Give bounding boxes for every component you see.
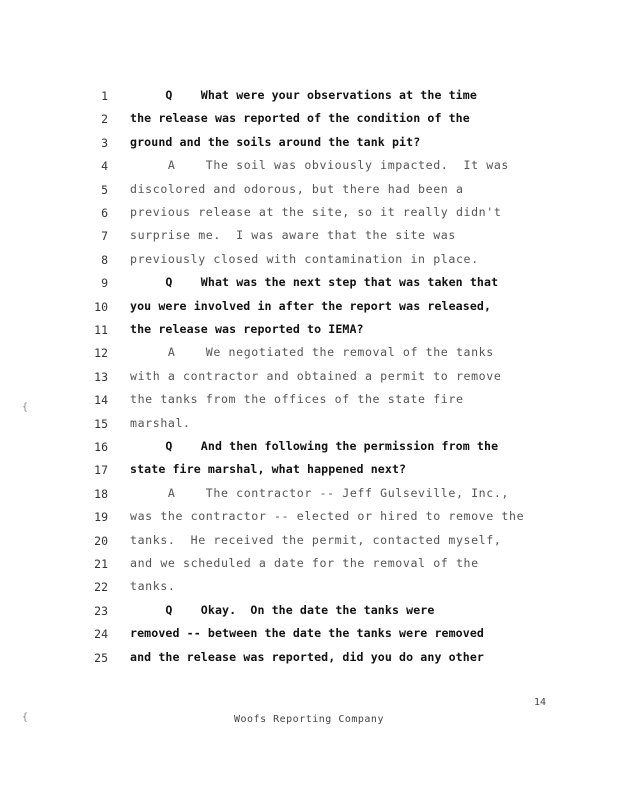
line-text: A We negotiated the removal of the tanks xyxy=(130,345,494,360)
transcript-line xyxy=(0,86,618,110)
line-number: 24 xyxy=(94,627,108,642)
transcript-line xyxy=(0,437,618,461)
line-number: 2 xyxy=(101,112,108,127)
line-number: 5 xyxy=(101,182,108,197)
transcript-line xyxy=(0,156,618,180)
line-text: surprise me. I was aware that the site was xyxy=(130,228,456,243)
line-text: and we scheduled a date for the removal of the xyxy=(130,556,479,570)
line-text: and the release was reported, did you do any other xyxy=(130,649,485,664)
line-number: 20 xyxy=(94,533,108,548)
line-number: 15 xyxy=(94,416,108,431)
transcript-line xyxy=(0,601,618,625)
line-number: 23 xyxy=(94,603,108,618)
line-text: tanks. He received the permit, contacted myself, xyxy=(130,532,502,547)
transcript-line xyxy=(0,624,618,648)
transcript-line xyxy=(0,109,618,133)
line-number: 8 xyxy=(101,252,108,267)
transcript-line xyxy=(0,343,618,367)
transcript-line xyxy=(0,203,618,227)
margin-mark-icon: { xyxy=(22,402,29,413)
line-text: marshal. xyxy=(130,415,191,430)
transcript-line xyxy=(0,273,618,297)
line-number: 12 xyxy=(94,346,108,361)
line-number: 3 xyxy=(101,135,108,150)
line-text: ground and the soils around the tank pit? xyxy=(130,134,421,149)
transcript-line xyxy=(0,133,618,157)
transcript-line xyxy=(0,320,618,344)
line-text: A The contractor -- Jeff Gulseville, Inc., xyxy=(130,485,510,500)
line-text: A The soil was obviously impacted. It was xyxy=(130,158,510,173)
line-text: removed -- between the date the tanks were removed xyxy=(130,626,485,641)
page-number: 14 xyxy=(534,697,547,708)
line-text: tanks. xyxy=(130,579,176,594)
transcript-line xyxy=(0,554,618,578)
line-text: Q What were your observations at the time xyxy=(130,88,477,102)
transcript-line xyxy=(0,250,618,274)
line-number: 10 xyxy=(94,299,108,314)
transcript-line xyxy=(0,226,618,250)
transcript-line xyxy=(0,460,618,484)
margin-mark-icon: { xyxy=(22,712,29,723)
line-number: 9 xyxy=(101,276,108,291)
line-number: 18 xyxy=(94,486,108,501)
line-text: you were involved in after the report was released, xyxy=(130,298,492,313)
transcript-line xyxy=(0,484,618,508)
transcript-line xyxy=(0,390,618,414)
line-text: discolored and odorous, but there had been a xyxy=(130,181,464,196)
line-number: 22 xyxy=(94,580,108,595)
transcript-line xyxy=(0,414,618,438)
line-number: 6 xyxy=(101,206,108,220)
transcript-line xyxy=(0,367,618,391)
transcript-line xyxy=(0,507,618,531)
line-number: 14 xyxy=(94,393,108,408)
line-number: 13 xyxy=(94,369,108,384)
line-text: was the contractor -- elected or hired to remove the xyxy=(130,509,525,524)
line-text: state fire marshal, what happened next? xyxy=(130,462,407,477)
transcript-line xyxy=(0,180,618,204)
transcript-line xyxy=(0,297,618,321)
line-number: 25 xyxy=(94,650,108,665)
line-number: 19 xyxy=(94,510,108,525)
line-number: 1 xyxy=(101,89,108,103)
transcript-line xyxy=(0,648,618,672)
transcript-line xyxy=(0,577,618,601)
line-number: 17 xyxy=(94,463,108,478)
footer-reporting-company: Woofs Reporting Company xyxy=(234,714,384,725)
line-number: 21 xyxy=(94,557,108,571)
line-text: the release was reported to IEMA? xyxy=(130,322,364,336)
line-text: Q Okay. On the date the tanks were xyxy=(130,602,435,617)
line-number: 7 xyxy=(101,229,108,244)
line-text: previous release at the site, so it really didn't xyxy=(130,205,502,219)
line-number: 4 xyxy=(101,159,108,174)
line-text: the release was reported of the condition of the xyxy=(130,111,470,126)
line-text: previously closed with contamination in place. xyxy=(130,251,479,266)
line-text: the tanks from the offices of the state fire xyxy=(130,392,464,407)
line-text: Q And then following the permission from the xyxy=(130,439,499,453)
transcript-line xyxy=(0,531,618,555)
line-text: Q What was the next step that was taken that xyxy=(130,275,499,290)
line-number: 11 xyxy=(94,323,108,337)
line-text: with a contractor and obtained a permit to remove xyxy=(130,368,502,383)
line-number: 16 xyxy=(94,440,108,454)
